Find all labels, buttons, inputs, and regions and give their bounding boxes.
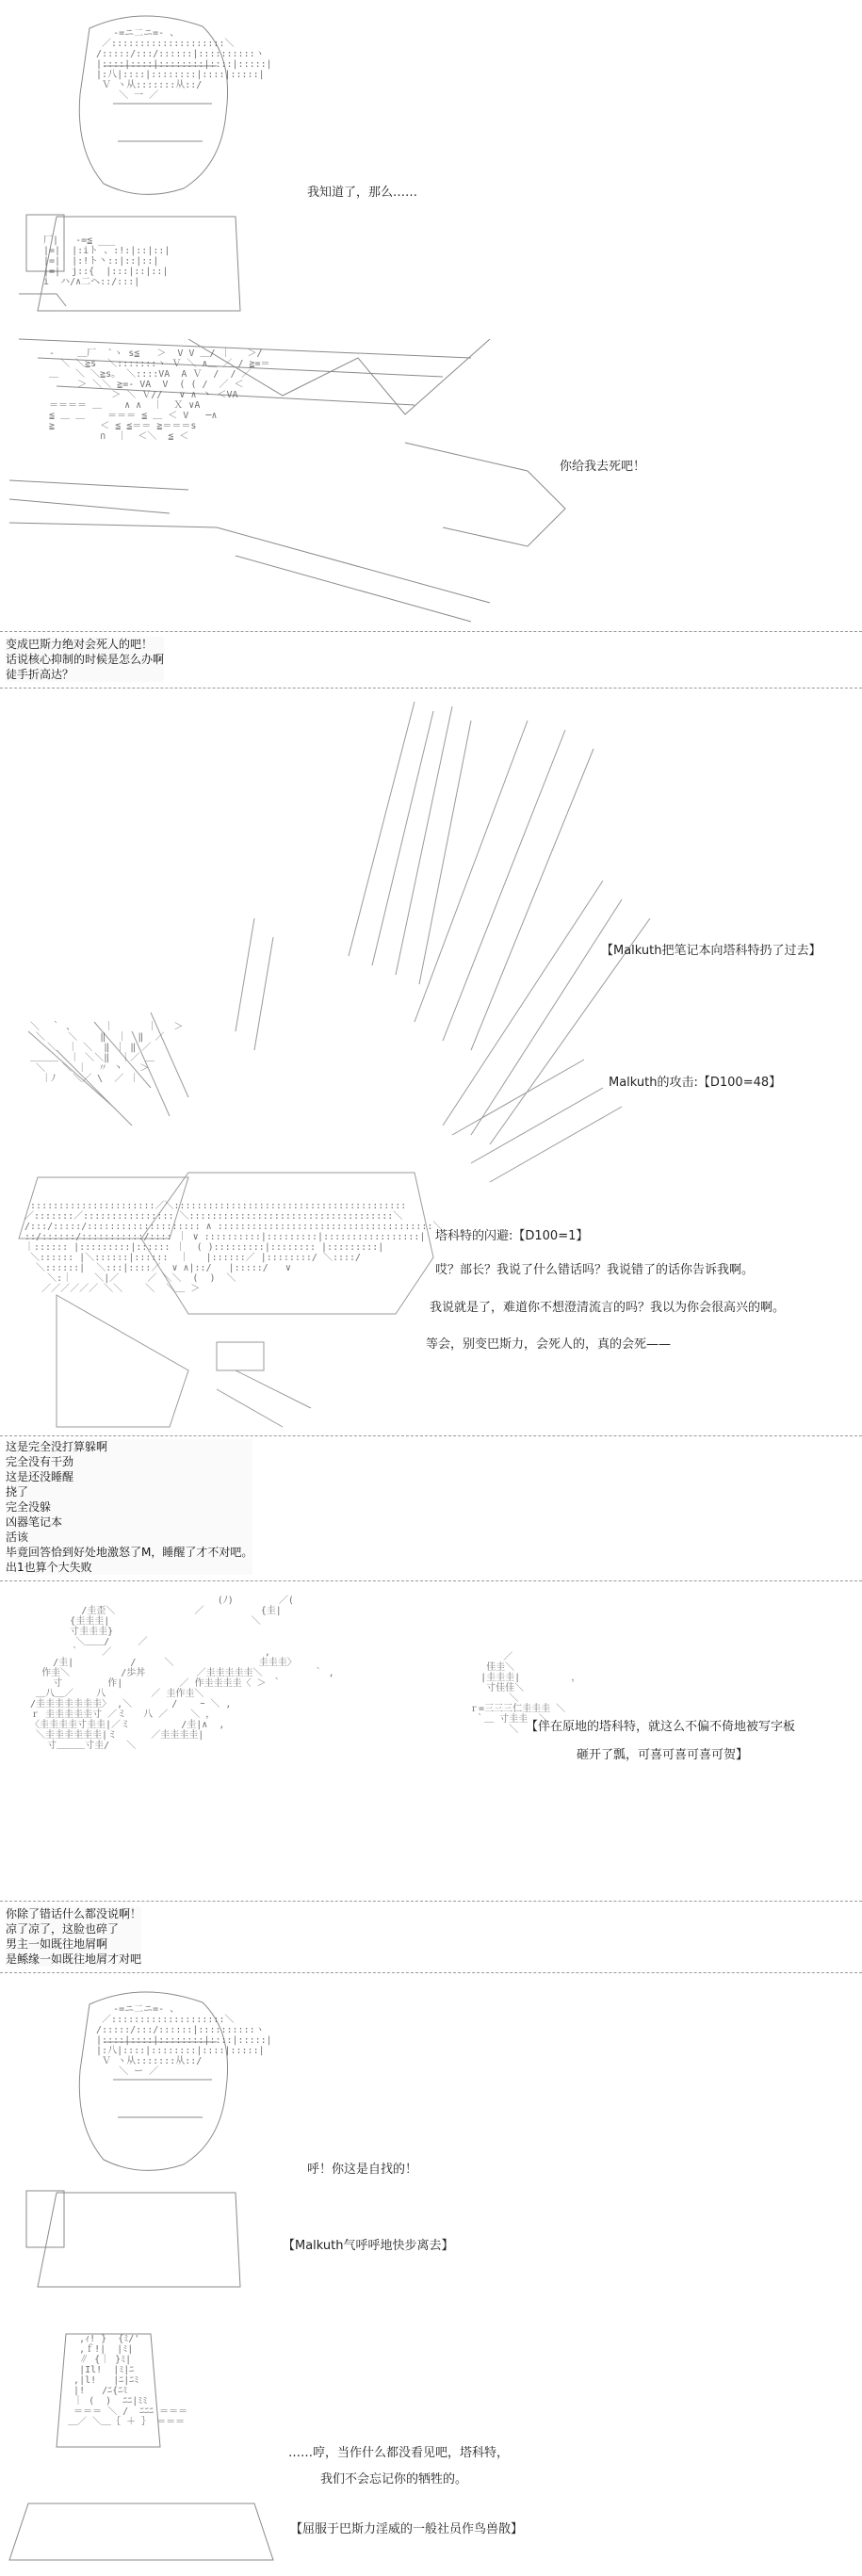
separator <box>0 1901 862 1902</box>
comment-line: 出1也算个大失败 <box>6 1561 92 1574</box>
dialogue-line: 你给我去死吧！ <box>560 460 646 474</box>
comment-line: 变成巴斯力绝对会死人的吧！ <box>6 638 154 651</box>
dialogue-line: 我知道了，那么…… <box>307 186 418 200</box>
ascii-art-fragments-right: ／ 佳圭＼ |圭圭圭| ， 寸佳佳＼ ＼ ｒ=三三三仁圭圭圭 ＼ ｀＿ 寸圭圭 ＼ ＼ <box>469 1652 581 1735</box>
dialogue-line: ……哼，当作什么都没看见吧，塔科特， <box>288 2446 510 2460</box>
dialogue-line: 等会，别变巴斯力，会死人的，真的会死—— <box>426 1337 672 1352</box>
comment-line: 凉了凉了，这脸也碎了 <box>6 1922 120 1936</box>
comment-line: 完全没躲 <box>6 1500 52 1514</box>
panel-3 <box>0 1586 862 1899</box>
dialogue-line: 我说就是了，难道你不想澄清流言的吗？我以为你会很高兴的啊。 <box>430 1301 786 1315</box>
panel-4 <box>0 1976 862 2576</box>
game-note: 【Malkuth把笔记本向塔科特扔了过去】 <box>601 944 821 958</box>
separator <box>0 631 862 632</box>
dialogue-line: 我们不会忘记你的牺牲的。 <box>320 2472 468 2487</box>
separator <box>0 1435 862 1436</box>
comment-line: 是鲧缘一如既往地屑才对吧 <box>6 1952 142 1966</box>
ascii-art-fragments: (ﾉ) ／( /圭歪＼ ／ {圭| {圭圭圭| ＼ 寸圭圭圭} ＼＿＿/ ／ ｀ ／ , /圭| / ＼ 圭圭圭〉 作圭＼ /歩丼 ／圭圭圭圭圭＼ ｀ , 寸 作| ／ 作圭圭圭圭〈 ＞ ｀ ＿八＿／ 八 ／ 圭作圭＼ /圭圭圭圭圭圭圭〉 ,＼ / ｰ ＼ , ｒ 圭圭圭圭圭寸 ／ミ 八 ／ ＼ ， 〈圭圭圭圭寸圭圭|／ミ /圭|∧ , ＼圭圭圭圭圭圭|ミ ／圭圭圭圭| 寸＿＿＿寸圭/ ＼ <box>30 1596 334 1751</box>
comment-block-2 <box>6 1439 252 1575</box>
ascii-art-figure: -=ニ二ニ=- 、 ／::::::::::::::::::::＼ /:::::/:::/::::::|::::::::::ヽ |::::|::::|::::::::|::::|:::::| |:八|::::|::::::::|::::|:::::| Ｖ ヽ从:::::::从::/ ＼ ー ／ <box>96 2004 272 2077</box>
game-note: 【伴在原地的塔科特，就这么不偏不倚地被写字板 <box>526 1720 796 1734</box>
ascii-art-character: ::::::::::::::::::::::／＼::::::::::::::::::::::::::::::::::::::::: ／:::::::／:::::::::::::::: ＼::::::::::::::::::::::::::::::::::::＼ /:::/:::::/:::::::::::::::::::: ∧ ::::::::::::::::::::::::::::::::::::::＼ ::/::::::/:::::::::::/:::: ｜ ∨ ::::::::::|:::::::::|:::::::::::::::::| ｜:::::: |:::::::::|:::::: ｜ ( ):::::::::|:::::::: |:::::::::| ＼:::::: |＼::::::|:::::: ｜ |::::::／ |::::::::/ ＼::::/ ＼::::::| ＼:::|::::／ ∨ ∧|::/ |:::::/ ∨ ＼:｜ ＼|／ ／ ＼＼ ( ) ＼ ／／／／／／ ＼＼ ＼ ＼＿ ＞ <box>24 1201 443 1294</box>
comment-line: 活该 <box>6 1531 29 1544</box>
comment-line: 完全没有干劲 <box>6 1455 74 1468</box>
dialogue-line: 【Malkuth气呼呼地快步离去】 <box>283 2239 454 2253</box>
comment-line: 这是还没睡醒 <box>6 1470 74 1483</box>
ascii-art-figure-body: 厂| -=≦ ___ |=| |:iト 、:!:|::|::| |=| |:!ト丶::|::|::| |=| j::{ |:::|::|::| i ハ/∧二ヘ::/:::| <box>43 235 171 287</box>
ascii-art-figure: -=ニ二ニ=- 、 ／::::::::::::::::::::＼ /:::::/:::/::::::|::::::::::ヽ |::::|::::|::::::::|::::|:::::| |:八|::::|::::::::|::::|:::::| Ｖ ヽ从:::::::从::/ ＼ 一 ／ <box>96 28 272 101</box>
panel-2 <box>0 692 862 1434</box>
dialogue-line: 砸开了瓢，可喜可喜可喜可贺】 <box>577 1748 749 1762</box>
ascii-art-action: ‐ ＿厂 `ヽ s≦ ＞ V V ＿/ ｜ ＞/ ＼ ＼≧s ＼:::::::ヽ Ｖ ＼ ∧＿ ／ / ≧=＝ ＿ ＼ ＼≧s。 ＼::::VA A Ｖ / / ／ ＞ ＼＼ ≧=- VA V ( ( / ／ ＜ ＞ ＼ Ｖ// ∨ ∧ 丶 ＜VA ＝＝＝＝ ＿ ∧ ∧ ｜ Ｘ ∨A ≦ ＿ ＿ ＝＝＝ ≦ ＿ ＜ V ─∧ ≧ ＜ ≦ ≦＝＝ ≧＝＝＝s ∩ ｜ ＜＼ ≦ ＜ <box>49 348 270 442</box>
game-note: Malkuth的攻击:【D100=48】 <box>609 1076 782 1090</box>
comment-line: 这是完全没打算躲啊 <box>6 1440 108 1453</box>
separator <box>0 1972 862 1973</box>
comment-line: 你除了错话什么都没说啊！ <box>6 1907 142 1920</box>
panel-1 <box>0 0 862 629</box>
comment-line: 男主一如既往地屑啊 <box>6 1937 108 1951</box>
separator <box>0 1580 862 1581</box>
game-note: 塔科特的闪避:【D100=1】 <box>435 1229 589 1243</box>
ascii-art-impact: ＼ ｀ 、 ｜ ｜ ＞ ＼ ＼ ‖ ｜ ‖ ／ ＼ ｜ ＼ ‖ ｜ ‖ ／ ＿＿＿ ｜ ＼＼‖ ｜／ ＿ ＼ ＼ ｜ 〃 丶 ＞ ｜ﾉ ＼／ \ ／ ｜ <box>30 1022 184 1084</box>
dialogue-line: 呼！你这是自找的！ <box>307 2163 418 2177</box>
comment-line: 毕竟回答恰到好处地激怒了M，睡醒了才不对吧。 <box>6 1546 253 1559</box>
comment-line: 凶器笔记本 <box>6 1515 63 1529</box>
separator <box>0 688 862 689</box>
comment-line: 话说核心抑制的时候是怎么办啊 <box>6 653 165 666</box>
dialogue-line: 哎？部长？我说了什么错话吗？我说错了的话你告诉我啊。 <box>435 1263 755 1277</box>
comment-line: 徒手折高达？ <box>6 668 74 681</box>
comment-block-1 <box>6 637 164 682</box>
dialogue-line: 【屈服于巴斯力淫威的一般社员作鸟兽散】 <box>290 2522 524 2536</box>
comment-block-3 <box>6 1906 141 1967</box>
ascii-art-tower: ,ｨ! } {ﾐ/' ,ｆ!| |ﾐ| ∥ {｜ }ﾐ| |Il! |ﾐ|ﾆ ,|l! |ﾆ|ﾆﾐ |! /ﾆ{ﾆﾐ ｜ ( ) ﾆﾆ|ﾐﾐ ＝＝＝ ＼ / ﾆﾆﾆ ＝＝＝ ＿／ ＼＿｛ ＋ ｝ ＝＝＝ <box>68 2334 188 2427</box>
comment-line: 挠了 <box>6 1485 29 1499</box>
